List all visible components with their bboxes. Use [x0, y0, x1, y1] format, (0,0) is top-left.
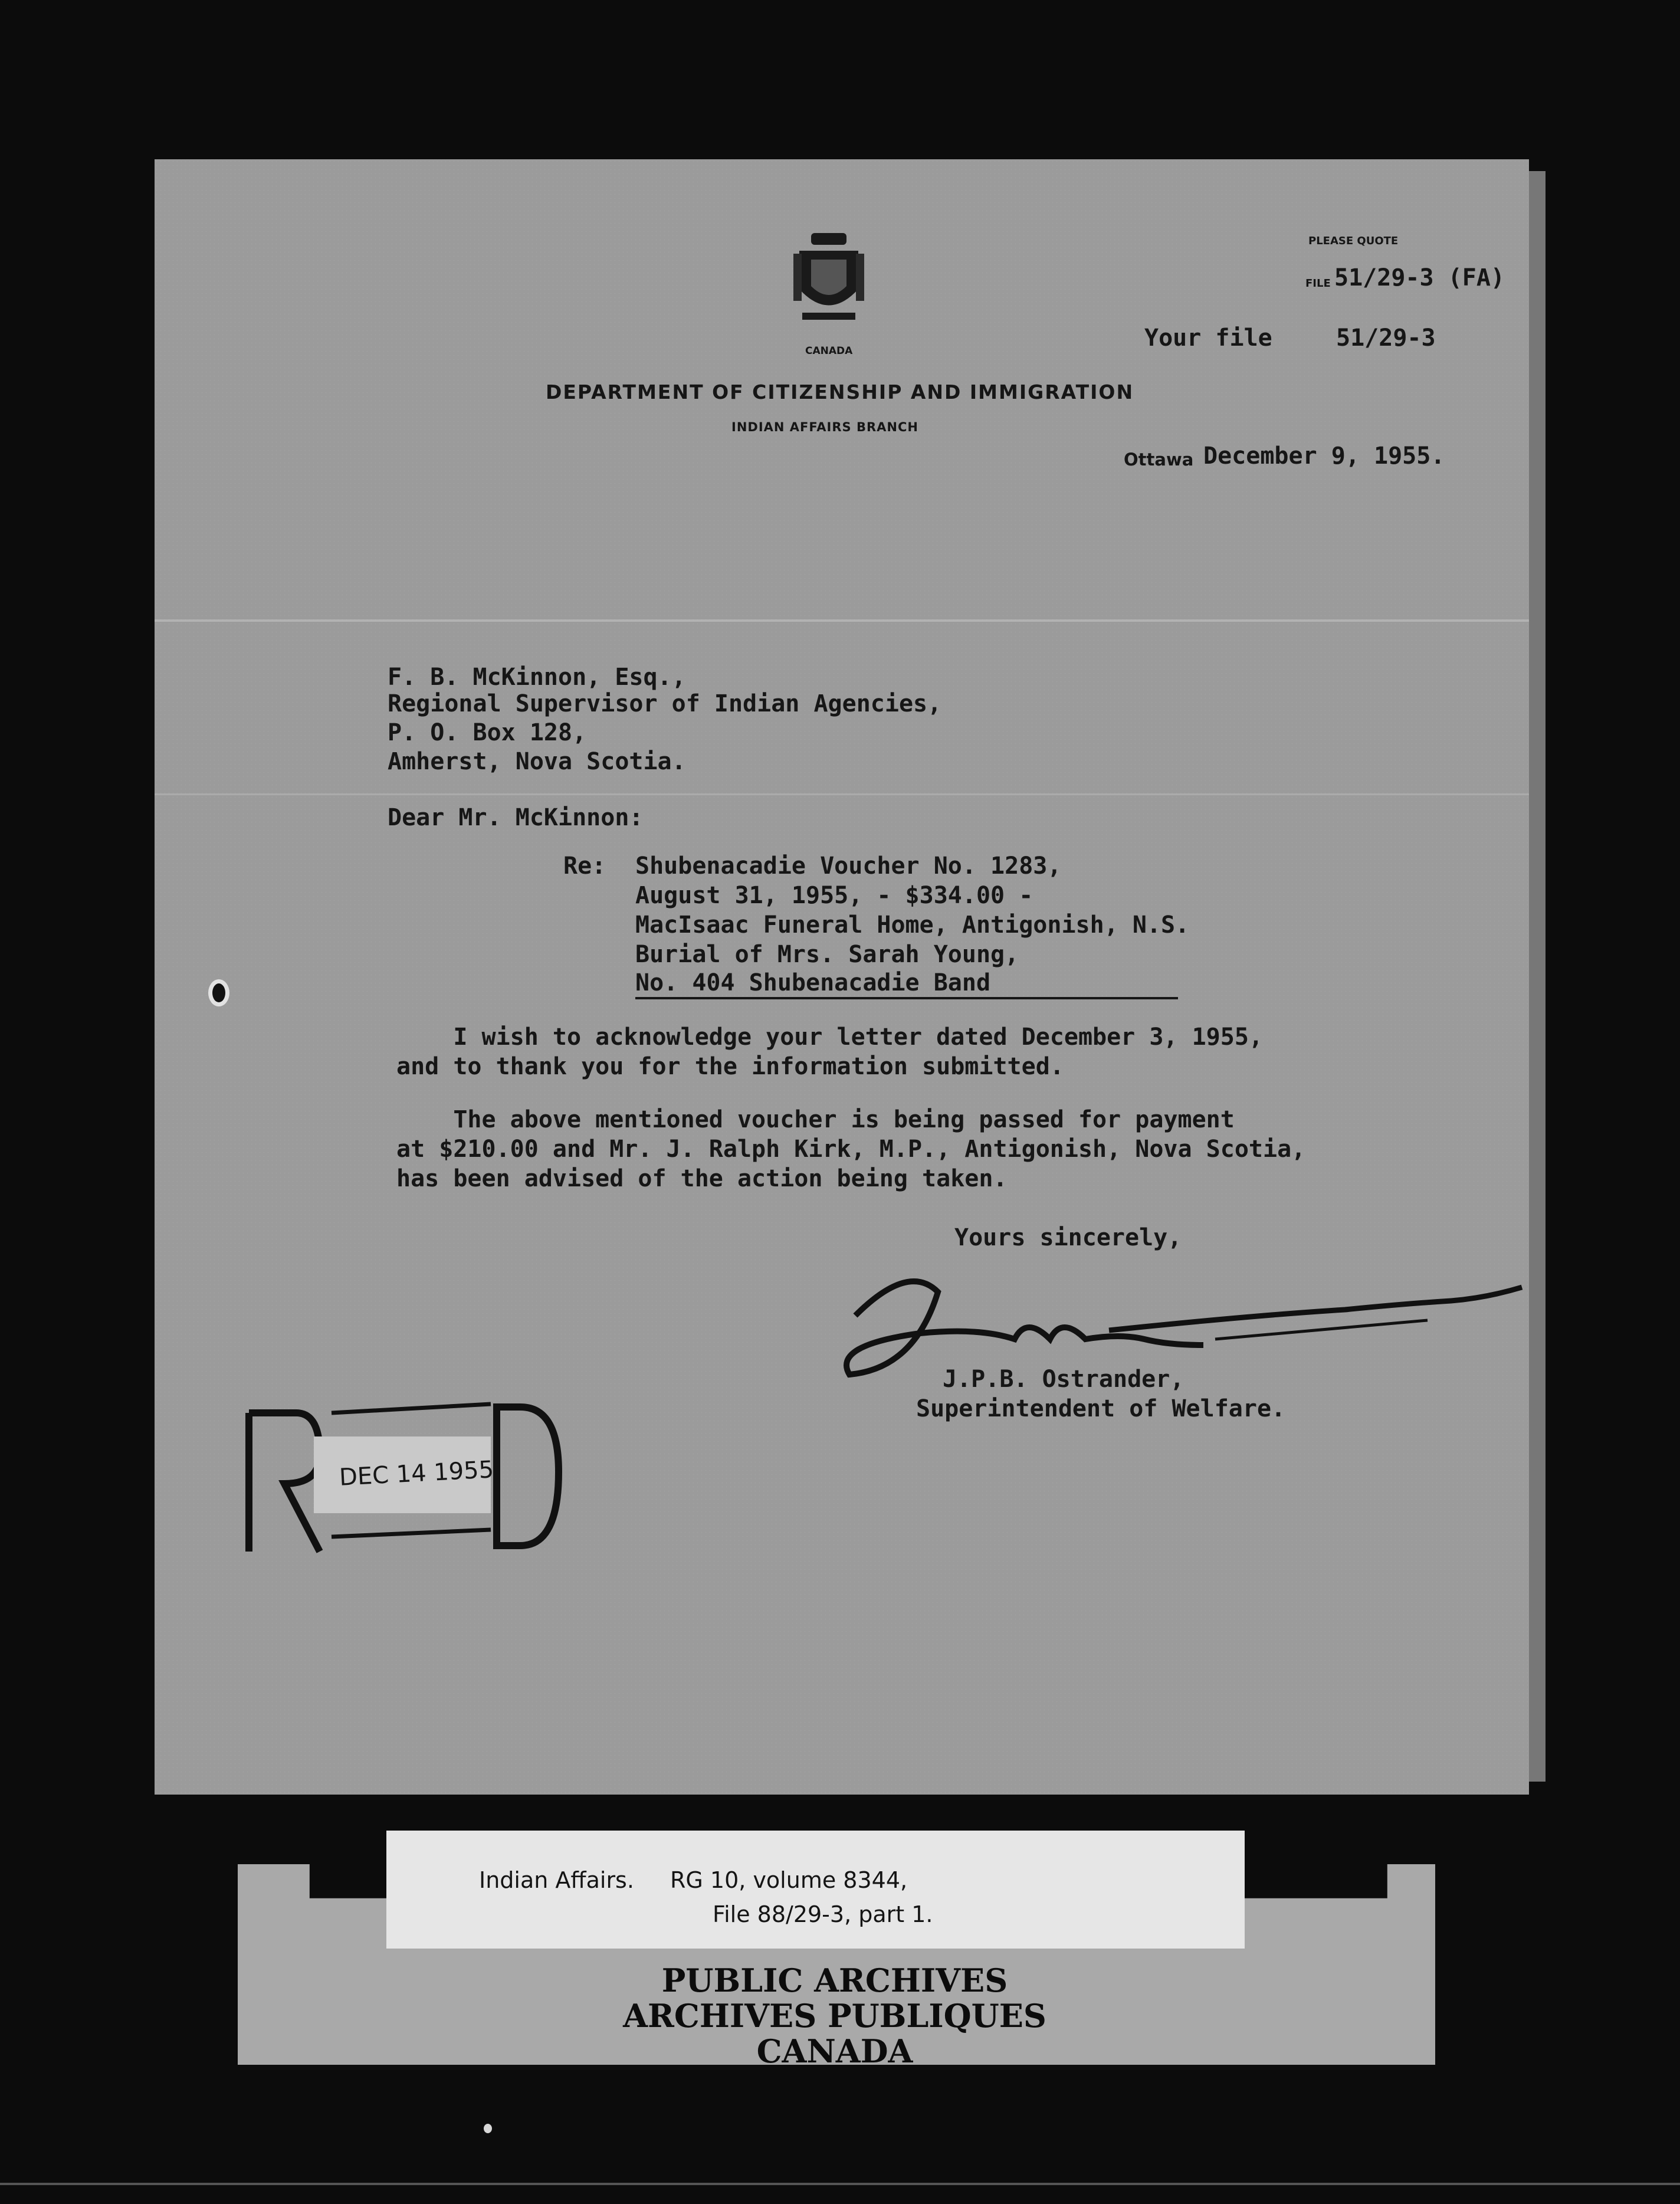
recipient-line: P. O. Box 128,	[388, 719, 587, 746]
body-line: has been advised of the action being taken.	[396, 1165, 1008, 1192]
recipient-line: F. B. McKinnon, Esq.,	[388, 664, 686, 691]
please-quote-label: PLEASE QUOTE	[1308, 235, 1399, 247]
branch-heading: INDIAN AFFAIRS BRANCH	[731, 420, 918, 434]
film-dot	[484, 2124, 492, 2133]
crest-caption: CANADA	[805, 345, 853, 357]
archive-folder-title: CANADA	[756, 2032, 913, 2070]
file-number: 51/29-3 (FA)	[1334, 264, 1505, 291]
body-line: at $210.00 and Mr. J. Ralph Kirk, M.P., Antigonish, Nova Scotia,	[396, 1136, 1306, 1163]
signatory-title: Superintendent of Welfare.	[916, 1395, 1286, 1422]
fold-line	[155, 619, 1529, 622]
letter-date: December 9, 1955.	[1203, 442, 1445, 470]
archive-record-group: RG 10, volume 8344,	[670, 1867, 908, 1893]
subject-line: No. 404 Shubenacadie Band	[635, 969, 991, 996]
received-stamp-date: DEC 14 1955	[338, 1456, 495, 1491]
salutation: Dear Mr. McKinnon:	[388, 804, 644, 831]
recipient-line: Regional Supervisor of Indian Agencies,	[388, 690, 942, 717]
subject-underline	[635, 997, 1178, 999]
archive-collection: Indian Affairs.	[479, 1867, 634, 1893]
your-file-number: 51/29-3	[1336, 324, 1436, 352]
fold-line	[155, 793, 1529, 795]
closing: Yours sincerely,	[954, 1224, 1182, 1251]
archive-file: File 88/29-3, part 1.	[713, 1901, 933, 1927]
archive-folder-title: PUBLIC ARCHIVES	[661, 1962, 1008, 1999]
archive-label-card	[386, 1831, 1245, 1949]
body-line: I wish to acknowledge your letter dated December 3, 1955,	[396, 1024, 1264, 1051]
signatory-name: J.P.B. Ostrander,	[943, 1366, 1184, 1393]
subject-line: Shubenacadie Voucher No. 1283,	[635, 852, 1062, 880]
subject-line: Burial of Mrs. Sarah Young,	[635, 941, 1019, 968]
archive-folder-title: ARCHIVES PUBLIQUES	[623, 1997, 1046, 2035]
coat-of-arms-icon	[793, 233, 864, 324]
handwritten-signature	[838, 1251, 1534, 1392]
punch-hole	[208, 979, 229, 1006]
body-line: and to thank you for the information submitted.	[396, 1053, 1064, 1080]
film-edge	[0, 2183, 1680, 2185]
body-line: The above mentioned voucher is being passed for payment	[396, 1106, 1235, 1133]
your-file-label: Your file	[1144, 324, 1272, 352]
paper-edge	[1529, 171, 1546, 1782]
file-label: FILE	[1305, 277, 1331, 290]
letter-city: Ottawa	[1124, 450, 1194, 470]
department-heading: DEPARTMENT OF CITIZENSHIP AND IMMIGRATION	[546, 381, 1134, 404]
subject-line: August 31, 1955, - $334.00 -	[635, 882, 1033, 909]
recipient-line: Amherst, Nova Scotia.	[388, 748, 686, 775]
subject-line: MacIsaac Funeral Home, Antigonish, N.S.	[635, 911, 1190, 939]
subject-label: Re:	[563, 852, 606, 880]
